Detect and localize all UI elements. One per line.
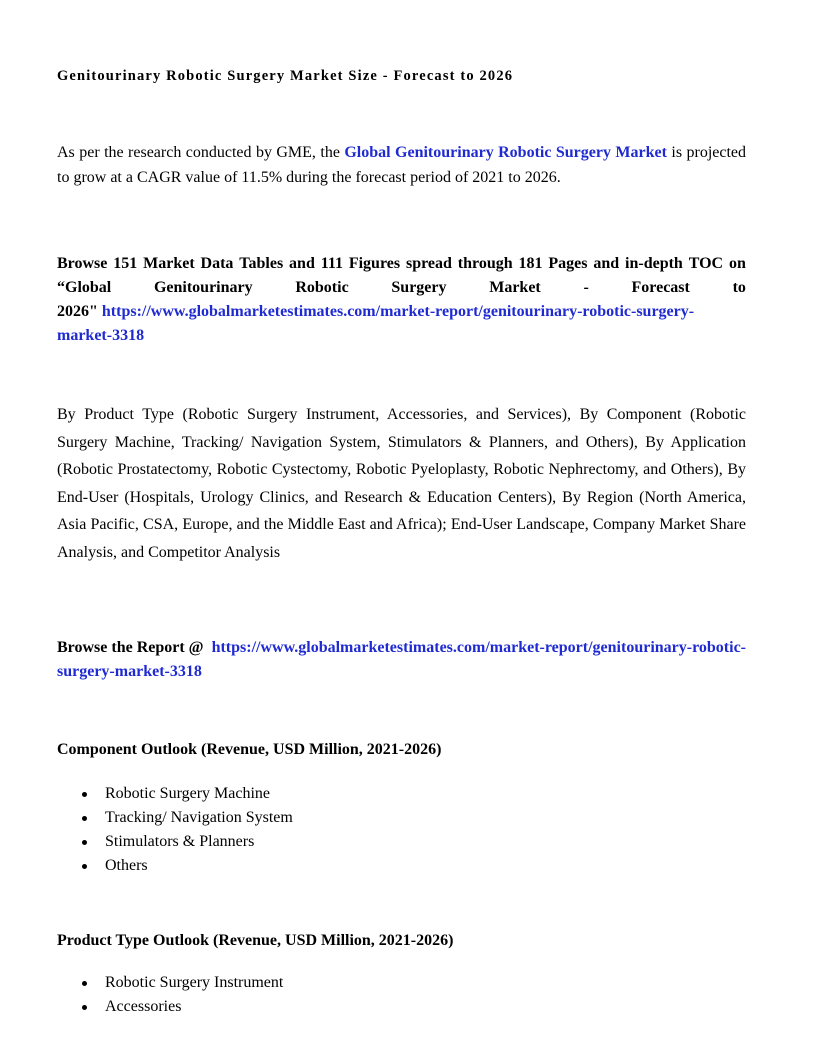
browse-toc-word: 151 xyxy=(113,255,138,272)
bullet-icon xyxy=(82,792,87,797)
browse-toc-word: Surgery xyxy=(391,279,447,296)
browse-toc-word: TOC xyxy=(688,255,724,272)
bullet-icon xyxy=(82,864,87,869)
browse-toc-word: spread xyxy=(405,255,452,272)
list-item-label: Tracking/ Navigation System xyxy=(105,809,293,826)
browse-toc-word: and xyxy=(289,255,315,272)
report-url-link-2a[interactable]: https://www.globalmarketestimates.com/market-report/genitourinary-robotic- xyxy=(211,639,746,656)
browse-report-paragraph xyxy=(57,636,746,684)
list-item xyxy=(57,806,293,830)
browse-toc-word: Data xyxy=(200,255,234,272)
browse-toc-word: and xyxy=(593,255,620,272)
browse-toc-word: Pages xyxy=(548,255,588,272)
browse-toc-word: 111 xyxy=(320,255,343,272)
browse-toc-word: through xyxy=(457,255,513,272)
intro-text-before: As per the research conducted by GME, the xyxy=(57,144,345,161)
browse-toc-line-3 xyxy=(57,300,746,324)
browse-toc-word: “Global xyxy=(57,279,112,296)
browse-toc-word: Tables xyxy=(239,255,284,272)
browse-toc-paragraph xyxy=(57,252,746,348)
list-item xyxy=(57,995,283,1019)
report-url-link-1a[interactable]: https://www.globalmarketestimates.com/market-report/genitourinary-robotic-surgery- xyxy=(101,303,695,320)
intro-text-after: is projected to grow at a CAGR value of 11.5% during the forecast period of 2021 to 2026. xyxy=(57,144,747,186)
browse-report-line-1 xyxy=(57,636,746,660)
list-item-label: Robotic Surgery Instrument xyxy=(105,974,284,991)
browse-toc-word: Market xyxy=(143,255,195,272)
browse-report-line-2 xyxy=(57,660,746,684)
list-item-label: Stimulators & Planners xyxy=(105,833,255,850)
browse-toc-word: Genitourinary xyxy=(153,279,253,296)
bullet-icon xyxy=(82,981,87,986)
browse-toc-word: on xyxy=(728,255,746,272)
report-url-link-1b[interactable]: market-3318 xyxy=(57,327,145,344)
browse-toc-line-2 xyxy=(57,276,746,300)
browse-toc-word: - xyxy=(583,279,589,296)
product-type-outlook-heading: Product Type Outlook (Revenue, USD Million, 2021-2026) xyxy=(57,932,454,949)
browse-toc-word: to xyxy=(732,279,746,296)
list-item xyxy=(57,971,283,995)
list-item xyxy=(57,782,293,806)
list-item-label: Robotic Surgery Machine xyxy=(105,785,271,802)
browse-toc-word: 181 xyxy=(518,255,543,272)
list-item-label: Others xyxy=(105,857,148,874)
segments-paragraph: By Product Type (Robotic Surgery Instrument, Accessories, and Services), By Component (Robotic Surgery Machine, Tracking/ Navigation System, Stimulators & Planners, and Others), By Application (Robotic Prostatectomy, Robotic Cystectomy, Robotic Pyeloplasty, Robotic Nephrectomy, and Others), By End-User (Hospitals, Urology Clinics, and Research & Education Centers), By Region (North America, Asia Pacific, CSA, Europe, and the Middle East and Africa); End-User Landscape, Company Market Share Analysis, and Competitor Analysis xyxy=(57,406,746,561)
intro-paragraph xyxy=(57,141,746,190)
global-market-link[interactable]: Global Genitourinary Robotic Surgery Market xyxy=(344,144,667,161)
bullet-icon xyxy=(82,840,87,845)
list-item-label: Accessories xyxy=(105,998,182,1015)
browse-toc-word: Forecast xyxy=(631,279,690,296)
page-title: Genitourinary Robotic Surgery Market Size - Forecast to 2026 xyxy=(57,68,514,84)
list-item xyxy=(57,830,293,854)
bullet-icon xyxy=(82,1005,87,1010)
browse-toc-line-4 xyxy=(57,324,746,348)
browse-toc-year: 2026" xyxy=(57,303,102,320)
component-outlook-list xyxy=(57,782,293,878)
report-url-link-2b[interactable]: surgery-market-3318 xyxy=(57,663,202,680)
browse-toc-word: Robotic xyxy=(295,279,349,296)
browse-toc-line-1 xyxy=(57,252,746,276)
browse-toc-word: Browse xyxy=(57,255,108,272)
bullet-icon xyxy=(82,816,87,821)
browse-toc-word: Figures xyxy=(348,255,401,272)
list-item xyxy=(57,854,293,878)
browse-report-label: Browse the Report @ xyxy=(57,639,204,656)
browse-toc-word: in-depth xyxy=(625,255,683,272)
component-outlook-heading: Component Outlook (Revenue, USD Million, 2021-2026) xyxy=(57,741,442,758)
product-type-outlook-list xyxy=(57,971,283,1019)
browse-toc-word: Market xyxy=(489,279,541,296)
